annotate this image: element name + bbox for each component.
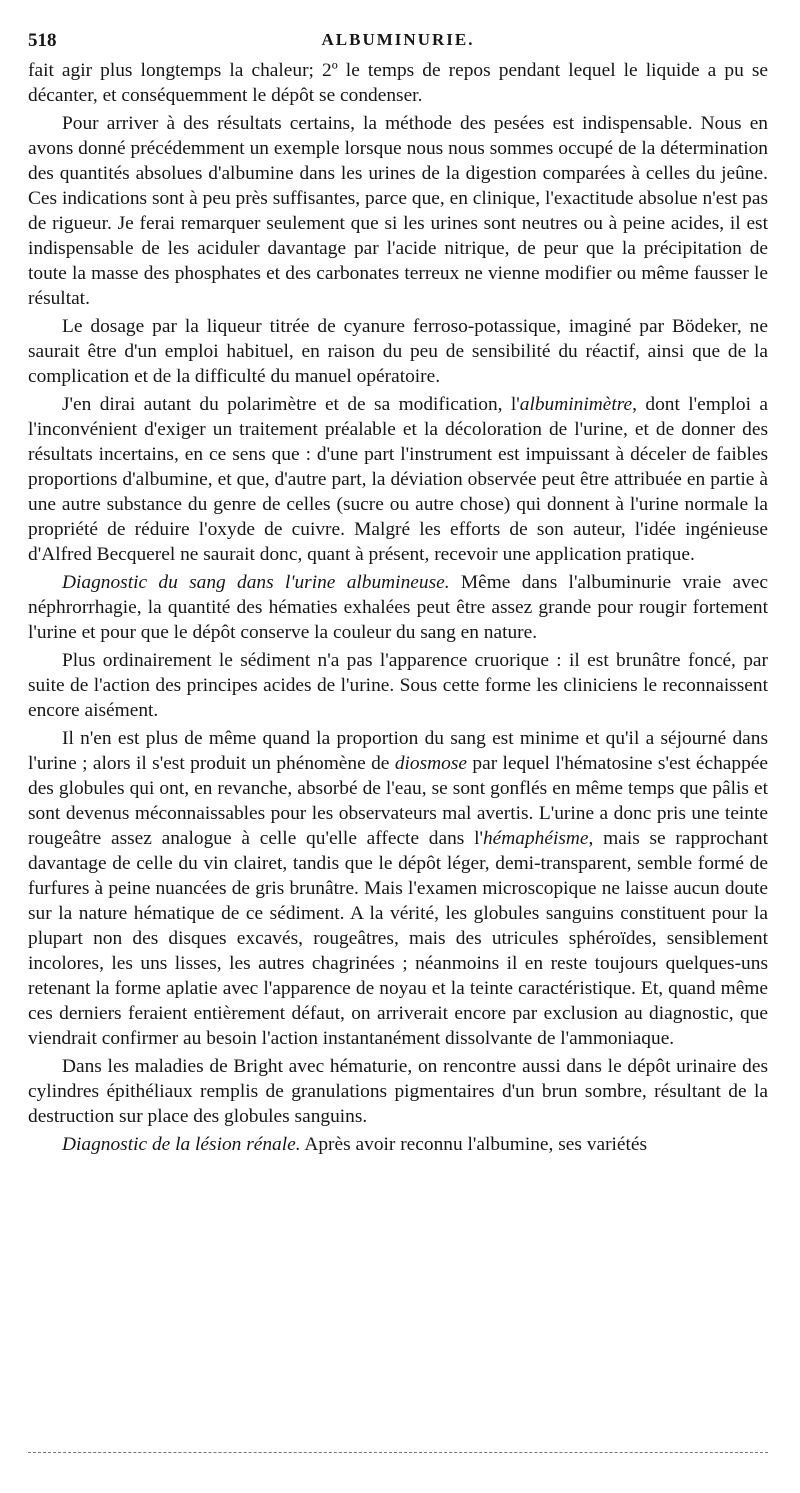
section-heading: Diagnostic du sang dans l'urine albumineuse. [62, 572, 450, 593]
body-text [28, 58, 768, 1160]
section-heading: Diagnostic de la lésion rénale. [62, 1134, 301, 1155]
running-title: ALBUMINURIE. [321, 30, 475, 49]
italic-term: albuminimètre [519, 394, 633, 415]
paragraph-text: par lequel l'hématosine s'est échappée des globules qui ont, en revanche, absorbé de l'eau, se sont gonflés en même temps que pâlis et sont devenus méconnaissables pour les observateurs mal avertis. L'urine a donc pris une teinte rougeâtre assez analogue à celle qu'elle affecte dans l' [28, 753, 769, 849]
paragraph-text: fait agir plus longtemps la chaleur; 2º le temps de repos pendant lequel le liquide a pu se décanter, et conséquemment le dépôt se condenser. [28, 60, 768, 106]
footer-divider [28, 1452, 768, 1453]
paragraph-text: Le dosage par la liqueur titrée de cyanure ferroso-potassique, imaginé par Bödeker, ne saurait être d'un emploi habituel, en raison du peu de sensibilité du réactif, ainsi que de la complication et de la difficulté du manuel opératoire. [28, 316, 768, 387]
paragraph-diagnostic-lesion [28, 1132, 768, 1157]
paragraph-text: Dans les maladies de Bright avec hématurie, on rencontre aussi dans le dépôt urinaire des cylindres épithéliaux remplis de granulations pigmentaires d'un brun sombre, résultant de la destruction sur place des globules sanguins. [28, 1056, 768, 1127]
paragraph-sediment [28, 648, 768, 723]
paragraph-text: , dont l'emploi a l'inconvénient d'exiger un traitement préalable et la décoloration de l'urine, et de donner des résultats incertains, en ce sens que : d'une part l'instrument est impuissant à déceler de faibles proportions d'albumine, et que, d'autre part, la déviation observée peut être attribuée en partie à une autre substance du genre de celles (sucre ou autre chose) qui donnent à l'urine normale la propriété de réduire l'oxyde de cuivre. Malgré les efforts de son auteur, l'idée ingénieuse d'Alfred Becquerel ne saurait donc, quant à présent, recevoir une application pratique. [28, 394, 768, 565]
paragraph-text: Après avoir reconnu l'albumine, ses variétés [300, 1134, 648, 1155]
paragraph-text: Il n'en est plus de même quand la proportion du sang est minime et qu'il a séjourné dans l'urine ; alors il s'est produit un phénomène de [28, 728, 768, 774]
paragraph-text: J'en dirai autant du polarimètre et de sa modification, l' [62, 394, 520, 415]
italic-term: diosmose [394, 753, 467, 774]
paragraph-text: , mais se rapprochant davantage de celle du vin clairet, tandis que le dépôt léger, demi-transparent, semble formé de furfures à peine nuancées de gris brunâtre. Mais l'examen microscopique ne laisse aucun doute sur la nature hématique de ce sédiment. A la vérité, les globules sanguins constituent pour la plupart non des disques excavés, rougeâtres, mais des utricules sphéroïdes, sensiblement incolores, les uns lisses, les autres chagrinées ; néanmoins il en reste toujours quelques-uns retenant la forme aplatie avec l'apparence de noyau et la teinte caractéristique. Et, quand même ces derniers feraient entièrement défaut, on arriverait encore par exclusion au diagnostic, que viendrait confirmer au besoin l'action instantanément dissolvante de l'ammoniaque. [28, 828, 769, 1049]
paragraph-text: Plus ordinairement le sédiment n'a pas l'apparence cruorique : il est brunâtre foncé, par suite de l'action des principes acides de l'urine. Sous cette forme les cliniciens le reconnaissent encore aisément. [28, 650, 768, 721]
paragraph-continuation [28, 58, 768, 108]
paragraph-maladies-bright [28, 1054, 768, 1129]
paragraph-text: Pour arriver à des résultats certains, la méthode des pesées est indispensable. Nous en avons donné précédemment un exemple lorsque nous nous sommes occupé de la détermination des quantités absolues d'albumine dans les urines de la digestion comparées à celles du jeûne. Ces indications sont à peu près suffisantes, parce que, en clinique, l'exactitude absolue n'est pas de rigueur. Je ferai remarquer seulement que si les urines sont neutres ou à peine acides, il est indispensable de les aciduler davantage par l'acide nitrique, de peur que la précipitation de toute la masse des phosphates et des carbonates terreux ne vienne modifier ou même fausser le résultat. [28, 113, 768, 309]
paragraph-diagnostic-sang [28, 570, 768, 645]
paragraph-methode-pesees [28, 111, 768, 311]
page-header [28, 30, 768, 56]
page-number: 518 [28, 30, 57, 51]
paragraph-polarimetre [28, 392, 768, 567]
paragraph-diosmose [28, 726, 768, 1051]
italic-term: hémaphéisme [482, 828, 589, 849]
paragraph-dosage-liqueur [28, 314, 768, 389]
paragraph-text: Même dans l'albuminurie vraie avec néphrorrhagie, la quantité des hématies exhalées peut être assez grande pour rougir fortement l'urine et pour que le dépôt conserve la couleur du sang en nature. [28, 572, 768, 643]
